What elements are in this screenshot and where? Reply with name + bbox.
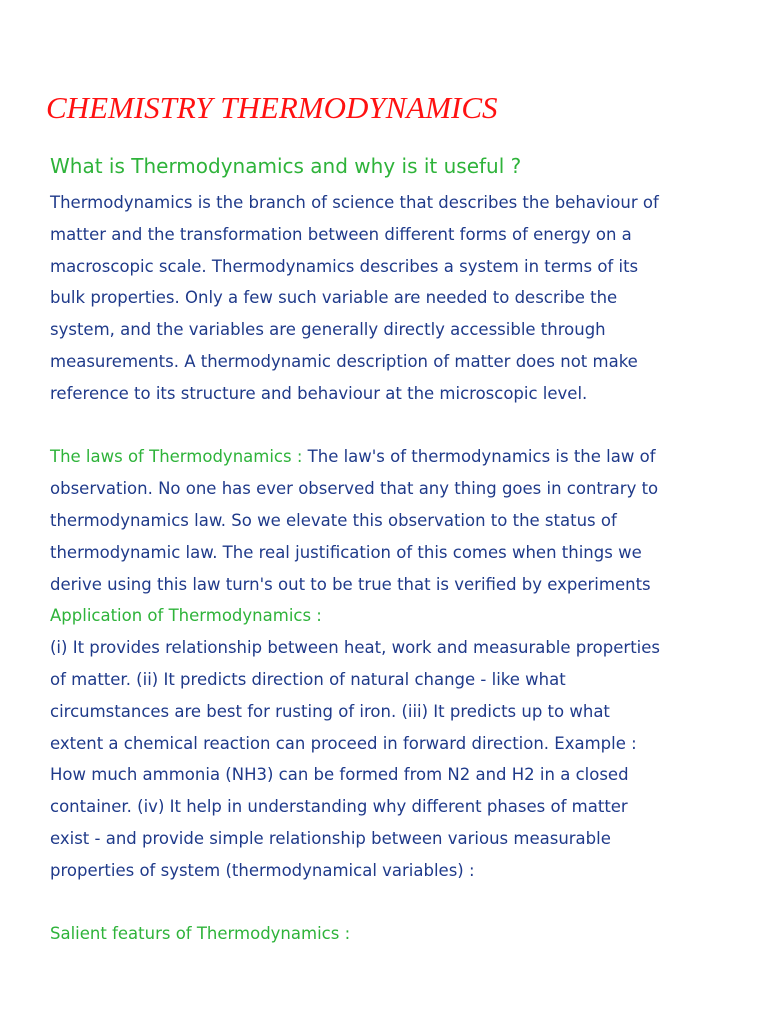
section-heading-what-is-thermodynamics: What is Thermodynamics and why is it useful ?	[50, 154, 522, 178]
intro-line: bulk properties. Only a few such variable are needed to describe the	[50, 288, 618, 308]
paragraph-spacer	[50, 887, 722, 919]
intro-line: measurements. A thermodynamic description of matter does not make	[50, 351, 638, 371]
laws-paragraph	[50, 441, 722, 600]
document-title: CHEMISTRY THERMODYNAMICS	[46, 90, 498, 125]
application-line: extent a chemical reaction can proceed in forward direction. Example :	[50, 733, 637, 753]
application-line: How much ammonia (NH3) can be formed from N2 and H2 in a closed	[50, 765, 629, 785]
application-line: container. (iv) It help in understanding why different phases of matter	[50, 797, 628, 817]
application-line: of matter. (ii) It predicts direction of natural change - like what	[50, 669, 566, 689]
salient-features-heading: Salient featurs of Thermodynamics :	[50, 924, 351, 944]
intro-paragraph	[50, 187, 722, 410]
intro-line: macroscopic scale. Thermodynamics describes a system in terms of its	[50, 256, 639, 276]
application-line: properties of system (thermodynamical variables) :	[50, 860, 475, 880]
intro-line: Thermodynamics is the branch of science that describes the behaviour of	[50, 193, 659, 212]
laws-line: thermodynamic law. The real justification of this comes when things we	[50, 542, 642, 562]
application-paragraph	[50, 600, 722, 886]
application-heading: Application of Thermodynamics :	[50, 606, 322, 626]
intro-line: system, and the variables are generally directly accessible through	[50, 320, 606, 340]
laws-line: The law's of thermodynamics is the law of	[302, 447, 656, 467]
laws-heading: The laws of Thermodynamics :	[50, 447, 303, 467]
intro-line: reference to its structure and behaviour at the microscopic level.	[50, 383, 588, 403]
laws-first-line	[50, 441, 722, 473]
paragraph-spacer	[50, 410, 722, 442]
laws-line: thermodynamics law. So we elevate this observation to the status of	[50, 510, 617, 530]
document-body	[50, 187, 722, 950]
laws-line: derive using this law turn's out to be true that is verified by experiments	[50, 574, 651, 594]
application-line: circumstances are best for rusting of iron. (iii) It predicts up to what	[50, 701, 610, 721]
application-line: (i) It provides relationship between heat, work and measurable properties	[50, 638, 660, 658]
laws-line: observation. No one has ever observed that any thing goes in contrary to	[50, 479, 659, 499]
intro-line: matter and the transformation between different forms of energy on a	[50, 224, 632, 244]
application-line: exist - and provide simple relationship between various measurable	[50, 828, 611, 848]
